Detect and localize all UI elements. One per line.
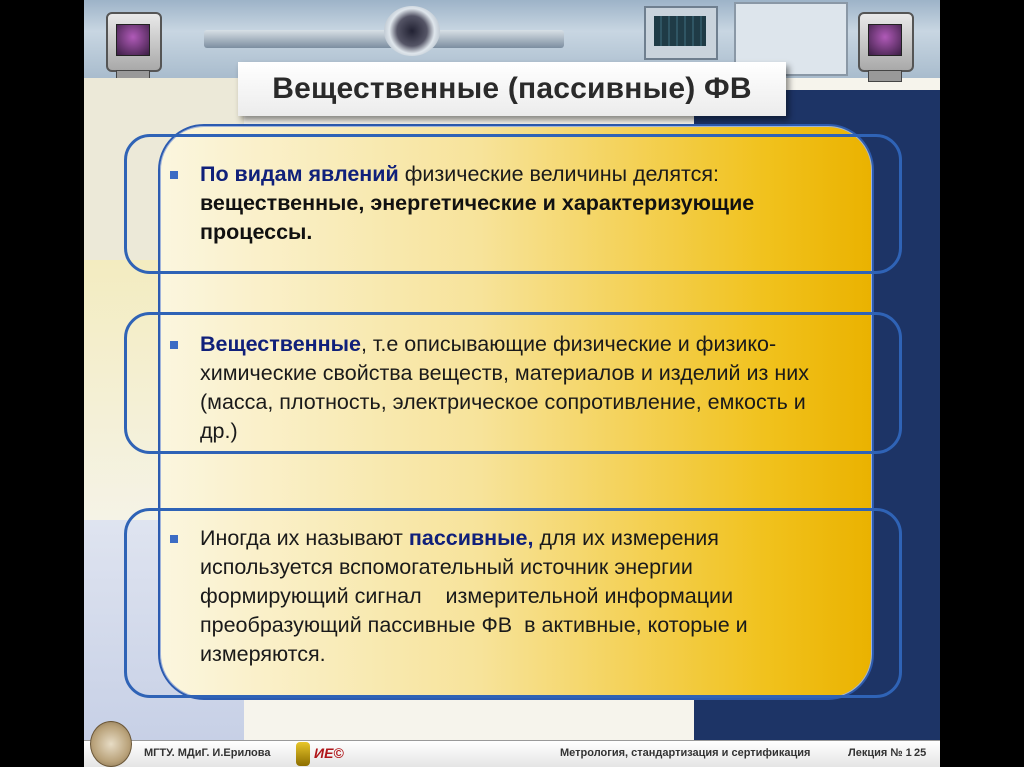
bullet-text xyxy=(200,160,846,247)
bullet-lead: По видам явлений xyxy=(200,162,399,186)
bullet-pre: Иногда их называют xyxy=(200,526,409,550)
slide xyxy=(84,0,940,767)
bullet-body: , т.е описывающие физические и физико-химические свойства веществ, материалов и изделий из них (масса, плотность, электрическое сопротивление, емкость и др.) xyxy=(200,332,809,443)
footer-page-number: 25 xyxy=(914,747,927,759)
footer-lecture: Лекция № 1 xyxy=(848,747,912,759)
bullet-text xyxy=(200,524,846,669)
university-seal-icon xyxy=(90,721,132,767)
title-banner xyxy=(238,62,786,116)
bullet-emphasis: вещественные, энергетические и характеризующие процессы. xyxy=(200,191,755,244)
computer-monitor-icon xyxy=(102,10,162,88)
bullet-text xyxy=(200,330,846,446)
square-bullet-icon xyxy=(170,171,178,179)
bullet-lead: Вещественные xyxy=(200,332,361,356)
bullet-item xyxy=(166,160,846,247)
bullet-lead: пассивные, xyxy=(408,526,534,550)
square-bullet-icon xyxy=(170,341,178,349)
slide-footer xyxy=(84,740,940,767)
emblem-icon xyxy=(296,742,310,766)
footer-course: Метрология, стандартизация и сертификация xyxy=(560,747,811,759)
oscilloscope-image xyxy=(644,6,718,60)
bullet-item xyxy=(166,524,846,669)
lens-image xyxy=(384,6,440,56)
page-title: Вещественные (пассивные) ФВ xyxy=(272,72,752,105)
bullet-body: для их измерения используется вспомогательный источник энергии формирующий сигнал измерительной информации преобразующий пассивные ФВ в активные, которые и измеряются. xyxy=(200,526,754,666)
square-bullet-icon xyxy=(170,535,178,543)
bullet-item xyxy=(166,330,846,446)
computer-monitor-icon xyxy=(854,10,914,88)
bullet-body: физические величины делятся: xyxy=(398,162,719,186)
footer-brand: ИЕ© xyxy=(314,745,344,761)
footer-author: МГТУ. МДиГ. И.Ерилова xyxy=(144,747,271,759)
